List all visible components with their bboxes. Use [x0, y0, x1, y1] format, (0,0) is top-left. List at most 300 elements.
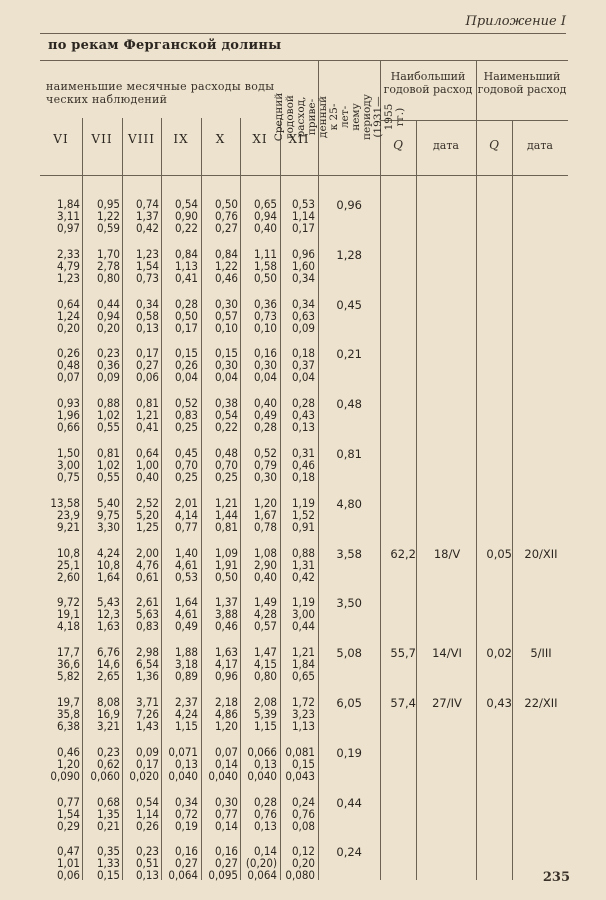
flow-value-cell: 0,94: [253, 209, 277, 223]
flow-value-cell: 0,34: [291, 296, 315, 311]
flow-value-cell: 1,54: [135, 258, 159, 273]
min-date-value: 20/XII: [524, 546, 558, 561]
max-date-value: 27/IV: [432, 696, 462, 710]
flow-value-cell: 0,26: [135, 818, 159, 833]
flow-value-cell: 0,090: [50, 768, 80, 783]
flow-value-cell: 4,76: [135, 557, 159, 572]
flow-value-cell: 1,22: [214, 258, 238, 273]
flow-value-cell: 0,28: [174, 296, 198, 311]
flow-value-cell: 3,18: [174, 657, 198, 672]
min-date-value: 5/III: [530, 646, 552, 661]
flow-value-cell: 1,35: [96, 806, 120, 821]
flow-value-cell: 4,17: [214, 657, 238, 672]
flow-value-cell: 0,04: [174, 370, 198, 385]
flow-value-cell: 0,16: [174, 844, 198, 859]
flow-value-cell: 0,040: [168, 768, 198, 783]
flow-value-cell: 0,57: [253, 619, 277, 634]
flow-value-cell: 1,43: [135, 719, 159, 733]
flow-value-cell: 5,82: [56, 669, 80, 684]
flow-value-cell: 0,68: [96, 794, 120, 809]
flow-value-cell: 5,63: [135, 607, 159, 622]
flow-value-cell: 4,18: [56, 619, 80, 634]
flow-value-cell: 0,88: [291, 545, 315, 560]
avg-annual-header: Средний годовой расход, приве- денный к 25-лет- нему периоду (1931—1955 гг.): [273, 92, 406, 142]
flow-value-cell: 1,64: [96, 569, 120, 584]
flow-value-cell: 0,020: [129, 768, 159, 783]
avg-annual-value: 0,24: [336, 845, 362, 860]
flow-value-cell: 5,39: [253, 707, 277, 721]
flow-value-cell: 4,15: [253, 657, 277, 672]
flow-value-cell: 0,73: [253, 308, 277, 323]
flow-value-cell: 12,3: [96, 607, 120, 622]
flow-value-cell: 1,14: [291, 209, 315, 223]
flow-value-cell: 0,30: [214, 358, 238, 373]
flow-value-cell: 0,26: [56, 346, 80, 361]
flow-value-cell: 0,09: [291, 320, 315, 335]
flow-value-cell: 0,94: [96, 308, 120, 323]
flow-value-cell: 4,79: [56, 258, 80, 273]
flow-value-cell: 0,50: [174, 308, 198, 323]
flow-value-cell: 0,46: [56, 744, 80, 759]
flow-value-cell: 0,22: [174, 221, 198, 235]
flow-value-cell: 0,47: [56, 844, 80, 859]
avg-annual-value: 0,81: [336, 447, 362, 461]
flow-value-cell: 0,29: [56, 818, 80, 833]
flow-value-cell: 0,45: [174, 446, 198, 460]
flow-value-cell: 9,72: [56, 595, 80, 610]
flow-value-cell: 0,59: [96, 221, 120, 235]
flow-value-cell: 0,50: [214, 569, 238, 584]
flow-value-cell: 19,7: [56, 695, 80, 709]
flow-value-cell: 0,10: [214, 320, 238, 335]
flow-value-cell: 0,23: [135, 844, 159, 859]
flow-value-cell: 0,066: [247, 744, 277, 759]
flow-value-cell: 6,76: [96, 645, 120, 660]
flow-value-cell: 8,08: [96, 695, 120, 709]
flow-value-cell: 0,14: [214, 756, 238, 771]
min-q-value: 0,05: [486, 546, 512, 561]
flow-value-cell: 0,15: [96, 868, 120, 883]
flow-value-cell: 0,16: [214, 844, 238, 859]
flow-value-cell: 7,26: [135, 707, 159, 721]
flow-value-cell: 0,81: [214, 519, 238, 534]
flow-value-cell: 4,28: [253, 607, 277, 622]
subheader-rule: [380, 120, 568, 121]
flow-value-cell: 0,95: [96, 197, 120, 211]
flow-value-cell: 1,19: [291, 595, 315, 610]
flow-value-cell: 1,37: [135, 209, 159, 223]
flow-value-cell: 1,31: [291, 557, 315, 572]
flow-value-cell: 1,23: [56, 270, 80, 285]
flow-value-cell: 3,00: [56, 458, 80, 472]
flow-value-cell: 0,23: [96, 346, 120, 361]
flow-value-cell: 16,9: [96, 707, 120, 721]
flow-value-cell: 1,15: [253, 719, 277, 733]
flow-value-cell: 0,04: [291, 370, 315, 385]
avg-annual-value: 5,08: [336, 646, 362, 661]
flow-value-cell: 0,13: [291, 420, 315, 435]
flow-value-cell: 1,20: [214, 719, 238, 733]
flow-value-cell: 0,06: [135, 370, 159, 385]
flow-value-cell: 0,06: [56, 868, 80, 883]
flow-value-cell: 2,90: [253, 557, 277, 572]
flow-value-cell: 1,72: [291, 695, 315, 709]
max-date-header: дата: [433, 139, 459, 152]
flow-value-cell: 0,25: [174, 470, 198, 484]
flow-value-cell: 13,58: [50, 495, 80, 510]
flow-value-cell: 1,21: [214, 495, 238, 510]
flow-value-cell: 0,84: [214, 246, 238, 261]
flow-value-cell: 2,78: [96, 258, 120, 273]
flow-value-cell: 10,8: [96, 557, 120, 572]
flow-value-cell: 0,17: [135, 346, 159, 361]
header-bottom-rule: [40, 175, 568, 176]
flow-value-cell: 0,48: [214, 446, 238, 460]
flow-value-cell: 0,07: [56, 370, 80, 385]
flow-value-cell: 0,25: [174, 420, 198, 435]
flow-value-cell: 2,08: [253, 695, 277, 709]
flow-value-cell: 0,27: [174, 856, 198, 871]
flow-value-cell: 0,28: [253, 420, 277, 435]
flow-value-cell: 4,61: [174, 607, 198, 622]
flow-value-cell: 0,27: [214, 221, 238, 235]
flow-value-cell: 1,52: [291, 507, 315, 522]
flow-value-cell: 0,61: [135, 569, 159, 584]
flow-value-cell: 0,13: [135, 320, 159, 335]
river-row-group: [40, 248, 568, 284]
flow-value-cell: 0,23: [96, 744, 120, 759]
flow-value-cell: 0,79: [253, 458, 277, 472]
flow-value-cell: 1,84: [291, 657, 315, 672]
flow-value-cell: 4,24: [174, 707, 198, 721]
flow-value-cell: 0,040: [247, 768, 277, 783]
flow-value-cell: 1,40: [174, 545, 198, 560]
flow-value-cell: 0,57: [214, 308, 238, 323]
flow-value-cell: 1,20: [56, 756, 80, 771]
flow-value-cell: 0,34: [291, 270, 315, 285]
flow-value-cell: 2,61: [135, 595, 159, 610]
flow-value-cell: 1,44: [214, 507, 238, 522]
flow-value-cell: 0,071: [168, 744, 198, 759]
flow-value-cell: 1,96: [56, 408, 80, 423]
flow-value-cell: 0,52: [253, 446, 277, 460]
flow-value-cell: 9,21: [56, 519, 80, 534]
flow-value-cell: 0,76: [253, 806, 277, 821]
month-header: X: [215, 132, 226, 146]
max-q-value: 55,7: [390, 646, 416, 661]
flow-value-cell: 0,040: [208, 768, 238, 783]
river-row-group: [40, 796, 568, 832]
flow-value-cell: 0,91: [291, 519, 315, 534]
max-q-value: 57,4: [390, 696, 416, 710]
section-title: по рекам Ферганской долины: [48, 38, 282, 53]
flow-value-cell: 0,42: [291, 569, 315, 584]
flow-value-cell: 0,20: [56, 320, 80, 335]
flow-value-cell: 2,37: [174, 695, 198, 709]
flow-value-cell: 0,36: [253, 296, 277, 311]
flow-value-cell: 0,80: [253, 669, 277, 684]
avg-annual-value: 3,50: [336, 596, 362, 611]
max-annual-header: Наибольший годовой расход: [383, 70, 473, 96]
flow-value-cell: 2,18: [214, 695, 238, 709]
flow-value-cell: 0,35: [96, 844, 120, 859]
flow-table: [40, 60, 568, 883]
flow-value-cell: 0,54: [135, 794, 159, 809]
flow-value-cell: 0,81: [135, 396, 159, 411]
flow-value-cell: 35,8: [56, 707, 80, 721]
flow-value-cell: 0,55: [96, 420, 120, 435]
flow-value-cell: 0,07: [214, 744, 238, 759]
river-row-group: [40, 845, 568, 881]
flow-value-cell: 0,19: [174, 818, 198, 833]
flow-value-cell: 0,96: [291, 246, 315, 261]
flow-value-cell: 0,15: [174, 346, 198, 361]
flow-value-cell: 0,83: [174, 408, 198, 423]
flow-value-cell: 1,47: [253, 645, 277, 660]
flow-value-cell: 0,78: [253, 519, 277, 534]
flow-value-cell: 4,24: [96, 545, 120, 560]
flow-value-cell: 0,90: [174, 209, 198, 223]
month-header: VIII: [128, 132, 155, 146]
flow-value-cell: 0,34: [135, 296, 159, 311]
flow-value-cell: 0,77: [56, 794, 80, 809]
flow-value-cell: 1,21: [135, 408, 159, 423]
flow-value-cell: 6,38: [56, 719, 80, 733]
flow-value-cell: 0,10: [253, 320, 277, 335]
flow-value-cell: 0,22: [214, 420, 238, 435]
flow-value-cell: 0,42: [135, 221, 159, 235]
monthly-minimum-header: наименьшие месячные расходы воды ческих наблюдений: [46, 80, 275, 106]
max-date-value: 18/V: [433, 546, 461, 561]
month-header: VII: [91, 132, 113, 146]
flow-value-cell: 0,80: [96, 270, 120, 285]
flow-value-cell: 2,52: [135, 495, 159, 510]
flow-value-cell: 0,89: [174, 669, 198, 684]
flow-value-cell: 1,15: [174, 719, 198, 733]
flow-value-cell: 0,62: [96, 756, 120, 771]
flow-value-cell: 23,9: [56, 507, 80, 522]
flow-value-cell: 0,28: [253, 794, 277, 809]
flow-value-cell: 0,40: [135, 470, 159, 484]
flow-value-cell: 3,30: [96, 519, 120, 534]
avg-annual-value: 4,80: [336, 496, 362, 511]
flow-value-cell: 0,40: [253, 396, 277, 411]
flow-value-cell: 10,8: [56, 545, 80, 560]
flow-value-cell: 0,30: [253, 470, 277, 484]
flow-value-cell: 0,51: [135, 856, 159, 871]
river-row-group: [40, 497, 568, 533]
flow-value-cell: 1,11: [253, 246, 277, 261]
flow-value-cell: 0,17: [291, 221, 315, 235]
flow-value-cell: 0,37: [291, 358, 315, 373]
flow-value-cell: 0,97: [56, 221, 80, 235]
river-row-group: [40, 298, 568, 334]
flow-value-cell: 0,76: [291, 806, 315, 821]
flow-value-cell: 0,55: [96, 470, 120, 484]
flow-value-cell: 0,40: [253, 221, 277, 235]
flow-value-cell: 0,17: [135, 756, 159, 771]
flow-value-cell: 0,13: [174, 756, 198, 771]
flow-value-cell: 0,13: [253, 818, 277, 833]
flow-value-cell: 3,21: [96, 719, 120, 733]
flow-value-cell: 0,18: [291, 346, 315, 361]
river-row-group: [40, 696, 568, 732]
flow-value-cell: 0,064: [247, 868, 277, 883]
flow-value-cell: 0,20: [291, 856, 315, 871]
flow-value-cell: 5,43: [96, 595, 120, 610]
flow-value-cell: 0,31: [291, 446, 315, 460]
flow-value-cell: 0,04: [253, 370, 277, 385]
flow-value-cell: 14,6: [96, 657, 120, 672]
flow-value-cell: 1,63: [96, 619, 120, 634]
flow-value-cell: 1,37: [214, 595, 238, 610]
flow-value-cell: 1,19: [291, 495, 315, 510]
flow-value-cell: 3,23: [291, 707, 315, 721]
flow-value-cell: 0,54: [214, 408, 238, 423]
flow-value-cell: 0,88: [96, 396, 120, 411]
flow-value-cell: 1,49: [253, 595, 277, 610]
flow-value-cell: 0,83: [135, 619, 159, 634]
flow-value-cell: 0,064: [168, 868, 198, 883]
flow-value-cell: 1,20: [253, 495, 277, 510]
flow-value-cell: 19,1: [56, 607, 80, 622]
min-date-header: дата: [527, 139, 553, 152]
river-row-group: [40, 646, 568, 682]
flow-value-cell: 0,13: [135, 868, 159, 883]
flow-value-cell: 1,88: [174, 645, 198, 660]
flow-value-cell: 3,11: [56, 209, 80, 223]
flow-value-cell: 0,75: [56, 470, 80, 484]
flow-value-cell: 0,26: [174, 358, 198, 373]
flow-value-cell: 1,00: [135, 458, 159, 472]
flow-value-cell: 0,44: [96, 296, 120, 311]
flow-value-cell: 0,21: [96, 818, 120, 833]
flow-value-cell: 1,02: [96, 458, 120, 472]
flow-value-cell: 4,61: [174, 557, 198, 572]
flow-value-cell: 36,6: [56, 657, 80, 672]
flow-value-cell: 0,66: [56, 420, 80, 435]
flow-value-cell: 0,64: [135, 446, 159, 460]
min-q-value: 0,02: [486, 646, 512, 661]
flow-value-cell: 0,18: [291, 470, 315, 484]
flow-value-cell: 1,22: [96, 209, 120, 223]
flow-value-cell: 0,04: [214, 370, 238, 385]
flow-value-cell: 0,53: [291, 197, 315, 211]
avg-annual-value: 0,44: [336, 795, 362, 810]
flow-value-cell: 0,44: [291, 619, 315, 634]
flow-value-cell: 0,080: [285, 868, 315, 883]
river-row-group: [40, 397, 568, 433]
flow-value-cell: 0,65: [253, 197, 277, 211]
flow-value-cell: 0,34: [174, 794, 198, 809]
flow-value-cell: 0,70: [174, 458, 198, 472]
flow-value-cell: 3,71: [135, 695, 159, 709]
page-number: 235: [542, 870, 570, 885]
flow-value-cell: 1,02: [96, 408, 120, 423]
flow-value-cell: 0,70: [214, 458, 238, 472]
flow-value-cell: 0,54: [174, 197, 198, 211]
flow-value-cell: 2,00: [135, 545, 159, 560]
flow-value-cell: 2,33: [56, 246, 80, 261]
min-date-value: 22/XII: [524, 696, 558, 710]
flow-value-cell: 5,20: [135, 507, 159, 522]
flow-value-cell: 0,73: [135, 270, 159, 285]
flow-value-cell: 1,14: [135, 806, 159, 821]
flow-value-cell: 0,84: [174, 246, 198, 261]
flow-value-cell: 0,14: [214, 818, 238, 833]
flow-value-cell: 3,00: [291, 607, 315, 622]
flow-value-cell: 0,14: [253, 844, 277, 859]
river-row-group: [40, 596, 568, 632]
flow-value-cell: 5,40: [96, 495, 120, 510]
flow-value-cell: 1,64: [174, 595, 198, 610]
flow-value-cell: 0,48: [56, 358, 80, 373]
flow-value-cell: 1,24: [56, 308, 80, 323]
flow-value-cell: 0,76: [214, 209, 238, 223]
flow-value-cell: 2,98: [135, 645, 159, 660]
flow-value-cell: 0,095: [208, 868, 238, 883]
flow-value-cell: 2,65: [96, 669, 120, 684]
flow-value-cell: 0,63: [291, 308, 315, 323]
flow-value-cell: 0,40: [253, 569, 277, 584]
table-top-rule: [40, 60, 568, 61]
flow-value-cell: 1,23: [135, 246, 159, 261]
flow-value-cell: 0,77: [214, 806, 238, 821]
flow-value-cell: 1,13: [174, 258, 198, 273]
flow-value-cell: 1,25: [135, 519, 159, 534]
flow-value-cell: 0,41: [174, 270, 198, 285]
avg-annual-value: 1,28: [336, 247, 362, 262]
month-header: XI: [252, 132, 268, 146]
flow-value-cell: 0,081: [285, 744, 315, 759]
flow-value-cell: 0,27: [135, 358, 159, 373]
avg-annual-value: 3,58: [336, 546, 362, 561]
flow-value-cell: 0,20: [96, 320, 120, 335]
flow-value-cell: 0,49: [253, 408, 277, 423]
flow-value-cell: 0,96: [214, 669, 238, 684]
max-q-header: Q: [393, 138, 403, 152]
avg-annual-value: 0,19: [336, 745, 362, 760]
flow-value-cell: 0,27: [214, 856, 238, 871]
flow-value-cell: 6,54: [135, 657, 159, 672]
flow-value-cell: 0,12: [291, 844, 315, 859]
header-rule: [40, 33, 566, 34]
flow-value-cell: 0,41: [135, 420, 159, 435]
flow-value-cell: 0,043: [285, 768, 315, 783]
flow-value-cell: 1,60: [291, 258, 315, 273]
flow-value-cell: 0,09: [135, 744, 159, 759]
avg-annual-value: 0,45: [336, 297, 362, 312]
flow-value-cell: 0,81: [96, 446, 120, 460]
flow-value-cell: 0,25: [214, 470, 238, 484]
flow-value-cell: 0,30: [253, 358, 277, 373]
flow-value-cell: 1,58: [253, 258, 277, 273]
flow-value-cell: 0,93: [56, 396, 80, 411]
river-row-group: [40, 347, 568, 383]
flow-value-cell: 1,21: [291, 645, 315, 660]
flow-value-cell: 0,16: [253, 346, 277, 361]
avg-annual-value: 0,21: [336, 347, 362, 362]
flow-value-cell: 0,15: [214, 346, 238, 361]
flow-value-cell: 1,01: [56, 856, 80, 871]
flow-value-cell: 0,17: [174, 320, 198, 335]
flow-value-cell: 0,65: [291, 669, 315, 684]
flow-value-cell: 0,49: [174, 619, 198, 634]
river-row-group: [40, 746, 568, 782]
flow-value-cell: 4,14: [174, 507, 198, 522]
flow-value-cell: 0,13: [253, 756, 277, 771]
month-header: XII: [288, 132, 310, 146]
